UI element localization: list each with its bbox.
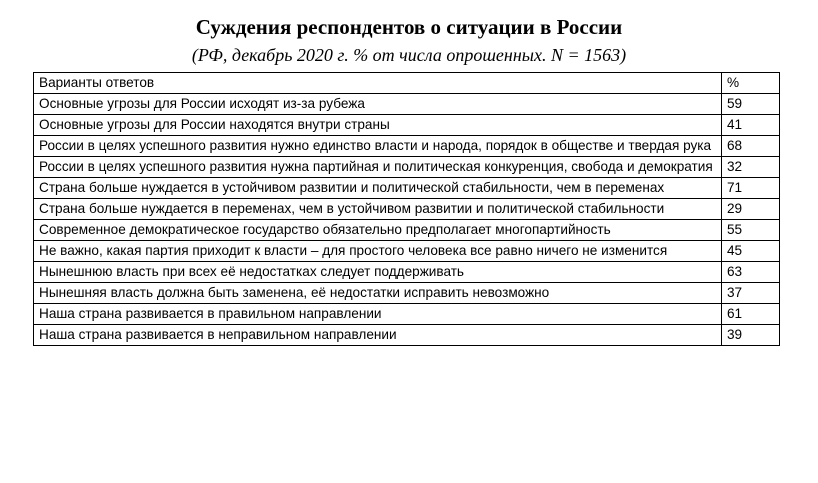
table-row: [34, 178, 780, 199]
table-row: [34, 304, 780, 325]
row-value: 61: [722, 304, 780, 325]
row-value: 45: [722, 241, 780, 262]
row-value: 63: [722, 262, 780, 283]
table-row: [34, 241, 780, 262]
table-header-row: [34, 73, 780, 94]
row-value: 32: [722, 157, 780, 178]
row-text: России в целях успешного развития нужна партийная и политическая конкуренция, свобода и демократия: [34, 157, 722, 178]
row-text: Основные угрозы для России исходят из-за рубежа: [34, 94, 722, 115]
row-text: Основные угрозы для России находятся внутри страны: [34, 115, 722, 136]
table-row: [34, 199, 780, 220]
row-value: 29: [722, 199, 780, 220]
row-value: 71: [722, 178, 780, 199]
table-row: [34, 262, 780, 283]
row-text: Наша страна развивается в неправильном направлении: [34, 325, 722, 346]
table-row: [34, 94, 780, 115]
page-title: Суждения респондентов о ситуации в России: [195, 15, 623, 39]
header-percent: %: [722, 73, 780, 94]
table-row: [34, 283, 780, 304]
page-subtitle: (РФ, декабрь 2020 г. % от числа опрошенных. N = 1563): [191, 45, 627, 65]
row-text: Нынешняя власть должна быть заменена, её недостатки исправить невозможно: [34, 283, 722, 304]
row-text: Наша страна развивается в правильном направлении: [34, 304, 722, 325]
table-row: [34, 220, 780, 241]
table-row: [34, 157, 780, 178]
row-value: 39: [722, 325, 780, 346]
row-text: Нынешнюю власть при всех её недостатках следует поддерживать: [34, 262, 722, 283]
table-row: [34, 115, 780, 136]
row-value: 37: [722, 283, 780, 304]
row-text: Современное демократическое государство обязательно предполагает многопартийность: [34, 220, 722, 241]
row-value: 55: [722, 220, 780, 241]
row-text: Не важно, какая партия приходит к власти – для простого человека все равно ничего не изменится: [34, 241, 722, 262]
row-value: 68: [722, 136, 780, 157]
row-value: 59: [722, 94, 780, 115]
row-text: Страна больше нуждается в устойчивом развитии и политической стабильности, чем в переменах: [34, 178, 722, 199]
row-text: Страна больше нуждается в переменах, чем в устойчивом развитии и политической стабильности: [34, 199, 722, 220]
row-text: России в целях успешного развития нужно единство власти и народа, порядок в обществе и твердая рука: [34, 136, 722, 157]
table-row: [34, 136, 780, 157]
survey-table: [33, 72, 780, 346]
table-row: [34, 325, 780, 346]
header-answer-options: Варианты ответов: [34, 73, 722, 94]
row-value: 41: [722, 115, 780, 136]
